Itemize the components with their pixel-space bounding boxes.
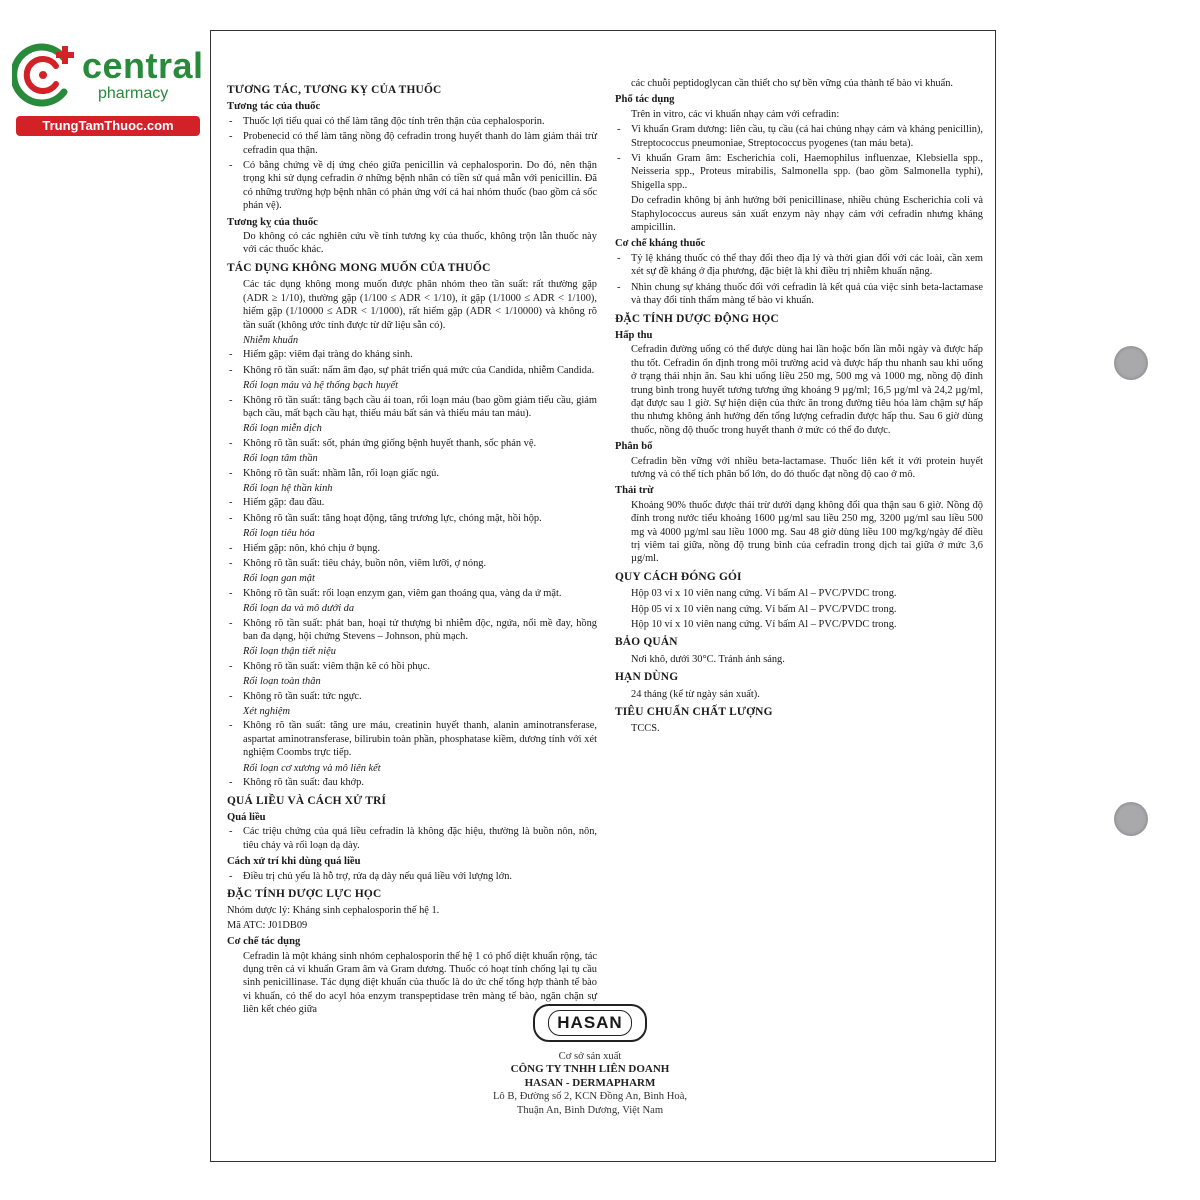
- company-name: HASAN - DERMAPHARM: [524, 1076, 656, 1089]
- bullet-item: - Không rõ tần suất: tăng ure máu, creatinin huyết thanh, alanin aminotransferase, aspartat aminotransferase, bilirubin toàn phần, phosphatase kiềm, dương tính với xét nghiệm Coombs trực tiếp.: [227, 719, 597, 759]
- category-label: Rối loạn miễn dịch: [243, 423, 322, 435]
- bullet-item: - Các triệu chứng của quá liều cefradin là không đặc hiệu, thường là buồn nôn, nôn, tiêu chảy và rối loạn dạ dày.: [227, 825, 597, 852]
- subheading: Phổ tác dụng: [615, 94, 675, 106]
- subheading: Hấp thu: [615, 329, 653, 341]
- subheading: Cơ chế tác dụng: [227, 936, 301, 948]
- hasan-logo-text: HASAN: [548, 1010, 631, 1036]
- bullet-item: - Không rõ tần suất: nấm âm đạo, sự phát triển quá mức của Candida, nhiễm Candida.: [227, 364, 597, 377]
- bullet-item: - Tỷ lệ kháng thuốc có thể thay đổi theo địa lý và thời gian đối với các loài, cần xem xét sự đề kháng ở địa phương, đặc biệt là khi điều trị nhiễm khuẩn nặng.: [615, 252, 983, 279]
- bullet-item: - Thuốc lợi tiểu quai có thể làm tăng độc tính trên thận của cephalosporin.: [227, 115, 597, 128]
- atc-code: Mã ATC: J01DB09: [227, 919, 308, 931]
- category-label: Rối loạn da và mô dưới da: [243, 603, 355, 615]
- bullet-item: - Không rõ tần suất: đau khớp.: [227, 776, 597, 789]
- category-label: Rối loạn toàn thân: [243, 676, 321, 688]
- address-line: Lô B, Đường số 2, KCN Đồng An, Bình Hoà,: [492, 1091, 688, 1103]
- package-line: Hộp 10 vỉ x 10 viên nang cứng. Vỉ bấm Al – PVC/PVDC trong.: [631, 619, 897, 631]
- left-column: [227, 79, 597, 1019]
- pharmacy-cross-icon: [12, 40, 80, 110]
- paragraph: Khoảng 90% thuốc được thải trừ dưới dạng không đổi qua thận sau 6 giờ. Nồng độ đỉnh trong nước tiểu khoảng 1600 µg/ml sau liều 250 mg, 3200 µg/ml sau liều 500 mg và 4000 µg/ml sau liều 1000 mg. Sau 48 giờ dùng liều 100 mg/kg/ngày để điều trị viêm tai giữa, nồng độ trung bình của cefradin trong dịch tai giữa ở mức 3,6 µg/ml.: [631, 499, 983, 565]
- category-label: Rối loạn cơ xương và mô liên kết: [243, 762, 381, 774]
- category-label: Rối loạn thận tiết niệu: [243, 646, 336, 658]
- leaflet-page: [210, 30, 996, 1162]
- pharmacologic-group: Nhóm dược lý: Kháng sinh cephalosporin thế hệ 1.: [227, 905, 440, 917]
- package-line: Hộp 03 vỉ x 10 viên nang cứng. Vỉ bấm Al – PVC/PVDC trong.: [631, 588, 897, 600]
- punch-hole: [1114, 802, 1148, 836]
- bullet-item: - Hiếm gặp: viêm đại tràng do kháng sinh.: [227, 348, 597, 361]
- subheading: Tương kỵ của thuốc: [227, 216, 318, 228]
- bullet-item: - Không rõ tần suất: phát ban, hoại tử thượng bì nhiễm độc, ngứa, nổi mề đay, hồng ban đa dạng, hội chứng Stevens – Johnson, phù mạch.: [227, 617, 597, 644]
- subheading: Quá liều: [227, 811, 266, 823]
- paragraph: Cefradin bền vững với nhiều beta-lactamase. Thuốc liên kết ít với protein huyết tương và có thể tích phân bố lớn, do đó thuốc đạt nồng độ cao ở mô.: [631, 455, 983, 480]
- paragraph: Do cefradin không bị ảnh hưởng bởi penicillinase, nhiều chủng Escherichia coli và Staphylococcus aureus sản xuất enzym này nhạy cảm với cefradin nhưng kháng ampicillin.: [631, 195, 983, 234]
- paragraph: Trên in vitro, các vi khuẩn nhạy cảm với cefradin:: [631, 108, 840, 120]
- punch-hole: [1114, 346, 1148, 380]
- section-heading: TƯƠNG TÁC, TƯƠNG KỴ CỦA THUỐC: [227, 84, 442, 96]
- section-heading: ĐẶC TÍNH DƯỢC LỰC HỌC: [227, 887, 382, 900]
- paragraph: Nơi khô, dưới 30°C. Tránh ánh sáng.: [631, 653, 785, 665]
- bullet-item: - Vi khuẩn Gram dương: liên cầu, tụ cầu (cả hai chủng nhạy cảm và kháng penicillin), Streptococcus pneumoniae, Streptococcus pyogenes (tan máu beta).: [615, 123, 983, 150]
- bullet-item: - Không rõ tần suất: nhầm lẫn, rối loạn giấc ngủ.: [227, 467, 597, 480]
- bullet-item: - Không rõ tần suất: tăng bạch cầu ái toan, rối loạn máu (bao gồm giảm tiểu cầu, giảm bạch cầu, mất bạch cầu hạt, thiếu máu bất sản và thiếu máu tan máu).: [227, 394, 597, 421]
- paragraph: TCCS.: [631, 723, 660, 735]
- right-column: [615, 77, 983, 738]
- section-heading: TÁC DỤNG KHÔNG MONG MUỐN CỦA THUỐC: [227, 261, 491, 274]
- category-label: Rối loạn tâm thần: [243, 453, 318, 465]
- paragraph: Các tác dụng không mong muốn được phân nhóm theo tần suất: rất thường gặp (ADR ≥ 1/10), thường gặp (1/100 ≤ ADR < 1/10), ít gặp (1/1000 ≤ ADR < 1/100), hiếm gặp (1/10000 ≤ ADR < 1/1000), rất hiếm gặp (ADR < 1/10000) và không rõ tần suất (không ước tính được từ dữ liệu sẵn có).: [243, 279, 597, 331]
- bullet-item: - Hiếm gặp: nôn, khó chịu ở bụng.: [227, 542, 597, 555]
- paragraph: 24 tháng (kể từ ngày sản xuất).: [631, 688, 760, 700]
- section-heading: HẠN DÙNG: [615, 671, 679, 684]
- section-heading: ĐẶC TÍNH DƯỢC ĐỘNG HỌC: [615, 312, 779, 325]
- subheading: Thải trừ: [615, 485, 654, 497]
- category-label: Rối loạn hệ thần kinh: [243, 482, 333, 494]
- section-heading: QUY CÁCH ĐÓNG GÓI: [615, 570, 742, 583]
- bullet-item: - Không rõ tần suất: sốt, phản ứng giống bệnh huyết thanh, sốc phản vệ.: [227, 437, 597, 450]
- bullet-item: - Vi khuẩn Gram âm: Escherichia coli, Haemophilus influenzae, Klebsiella spp., Neisseria spp., Proteus mirabilis, Salmonella spp. (bao gồm Salmonella typhi), Shigella spp..: [615, 152, 983, 192]
- brand-url[interactable]: TrungTamThuoc.com: [16, 116, 200, 136]
- bullet-item: - Không rõ tần suất: rối loạn enzym gan, viêm gan thoáng qua, vàng da ứ mật.: [227, 587, 597, 600]
- subheading: Phân bố: [615, 441, 653, 453]
- bullet-item: - Điều trị chủ yếu là hỗ trợ, rửa dạ dày nếu quá liều với lượng lớn.: [227, 870, 597, 883]
- bullet-item: - Có bằng chứng về dị ứng chéo giữa penicillin và cephalosporin. Do đó, nên thận trọng khi sử dụng cefradin ở những bệnh nhân có tiền sử quá mẫn với penicillin. Đã có những trường hợp bệnh nhân có phản ứng với cả hai nhóm thuốc (bao gồm cả sốc phản vệ).: [227, 159, 597, 213]
- made-by-label: Cơ sở sản xuất: [558, 1051, 622, 1062]
- hasan-logo: [533, 1004, 647, 1042]
- bullet-item: - Nhìn chung sự kháng thuốc đối với cefradin là kết quả của việc sinh beta-lactamase và thay đổi tính thấm màng tế bào vi khuẩn.: [615, 281, 983, 308]
- bullet-item: - Hiếm gặp: đau đầu.: [227, 496, 597, 509]
- company-name: CÔNG TY TNHH LIÊN DOANH: [510, 1063, 670, 1076]
- category-label: Rối loạn tiêu hóa: [243, 528, 315, 540]
- section-heading: QUÁ LIỀU VÀ CÁCH XỬ TRÍ: [227, 794, 387, 807]
- bullet-item: - Không rõ tần suất: tức ngực.: [227, 690, 597, 703]
- category-label: Nhiễm khuẩn: [243, 334, 299, 346]
- manufacturer-block: [410, 1004, 770, 1117]
- bullet-item: - Không rõ tần suất: tăng hoạt động, tăng trương lực, chóng mặt, hồi hộp.: [227, 512, 597, 525]
- brand-sub: pharmacy: [98, 85, 169, 102]
- brand-name: central: [82, 45, 204, 86]
- category-label: Rối loạn máu và hệ thống bạch huyết: [243, 380, 398, 392]
- category-label: Rối loạn gan mật: [243, 573, 315, 585]
- paragraph: Do không có các nghiên cứu về tính tương kỵ của thuốc, không trộn lẫn thuốc này với các thuốc khác.: [243, 231, 597, 256]
- paragraph: Cefradin đường uống có thể được dùng hai lần hoặc bốn lần mỗi ngày và được hấp thu tốt. Cefradin ổn định trong môi trường acid và được hấp thu nhanh sau khi uống ở trạng thái nhịn ăn. Sau khi uống liều 250 mg, 500 mg và 1000 mg, nồng độ đỉnh trung bình trong huyết tương tương ứng khoảng 9 µg/ml; 16,5 µg/ml và 24,2 µg/ml, đạt được sau 1 giờ. Sự hiện diện của thức ăn trong đường tiêu hóa làm chậm sự hấp thu nhưng không ảnh hưởng đến tổng lượng cefradin được hấp thu. Sau 6 giờ dùng thuốc, nồng độ thuốc trong huyết thanh ở mức có thể đo được.: [631, 344, 983, 436]
- bullet-item: - Probenecid có thể làm tăng nồng độ cefradin trong huyết thanh do làm giảm thải trừ cefradin qua thận.: [227, 130, 597, 157]
- section-heading: TIÊU CHUẨN CHẤT LƯỢNG: [615, 706, 773, 719]
- section-heading: BẢO QUẢN: [615, 636, 678, 649]
- subheading: Tương tác của thuốc: [227, 101, 321, 113]
- paragraph: các chuỗi peptidoglycan cần thiết cho sự bền vững của thành tế bào vi khuẩn.: [631, 78, 954, 89]
- central-pharmacy-logo: [8, 36, 218, 136]
- subheading: Cách xử trí khi dùng quá liều: [227, 856, 361, 868]
- subheading: Cơ chế kháng thuốc: [615, 238, 706, 250]
- bullet-item: - Không rõ tần suất: tiêu chảy, buồn nôn, viêm lưỡi, ợ nóng.: [227, 557, 597, 570]
- paragraph: Cefradin là một kháng sinh nhóm cephalosporin thế hệ 1 có phổ diệt khuẩn rộng, tác dụng trên cả vi khuẩn Gram âm và Gram dương. Thuốc có hoạt tính chống lại tụ cầu sinh penicillinase. Tác dụng diệt khuẩn của thuốc là do ức chế tổng hợp thành tế bào vi khuẩn, có thể do acyl hóa enzym transpeptidase trên màng tế bào, ngăn chặn sự liên kết chéo giữa: [243, 950, 597, 1016]
- category-label: Xét nghiệm: [243, 706, 291, 718]
- address-line: Thuận An, Bình Dương, Việt Nam: [516, 1104, 664, 1116]
- package-line: Hộp 05 vỉ x 10 viên nang cứng. Vỉ bấm Al – PVC/PVDC trong.: [631, 603, 897, 615]
- bullet-item: - Không rõ tần suất: viêm thận kẽ có hồi phục.: [227, 660, 597, 673]
